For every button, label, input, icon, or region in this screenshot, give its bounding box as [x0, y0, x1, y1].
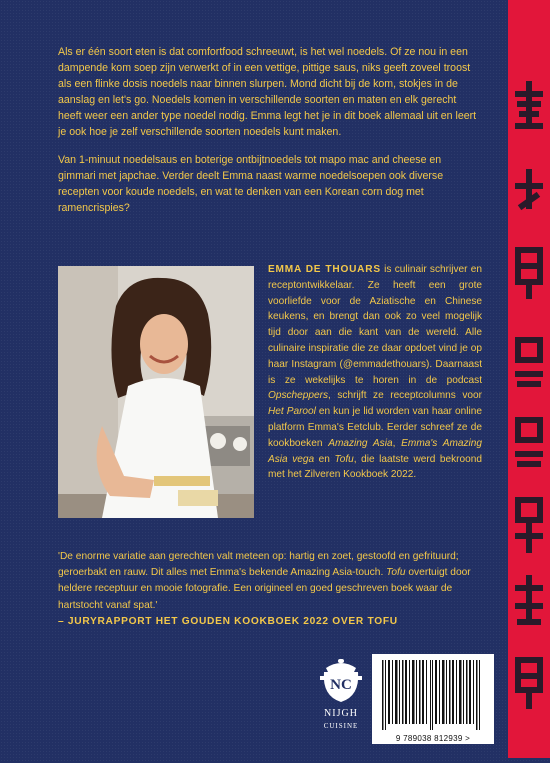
- publisher-imprint: CUISINE: [323, 722, 359, 730]
- bio-text-1: is culinair schrijver en receptontwikkelaar. Ze heeft een grote voorliefde voor de Aziatische en Chinese keukens, en brengt dan ook zo veel mogelijk tijd door aan die kant van de wereld. Alle culinaire inspiratie die ze daar opdoet vind je op haar Instagram (@emmadethouars). Daarnaast is ze wekelijks te horen in de podcast: [268, 264, 482, 386]
- publisher-logo: [318, 656, 364, 738]
- intro-paragraph-1: Als er één soort eten is dat comfortfood schreeuwt, is het wel noedels. Of ze nou in een dampende kom soep zijn verwerkt of in een vettige, pittige saus, niks geeft zoveel troost als een flinke dosis noedels naar binnen slurpen. Mond dicht bij de kom, stokjes in de aanslag en let's go. Noedels komen in verschillende soorten en maten en elk gerecht heeft weer een ander type noedel nodig. Emma legt het je in dit boek allemaal uit en leert je ook hoe je zelf verschillende soorten noedels kunt maken.: [58, 46, 477, 139]
- bio-text-2: , schrijft ze receptcolumns voor: [328, 390, 482, 402]
- barcode: [372, 654, 494, 744]
- jury-quote: [58, 549, 484, 630]
- quote-body: [58, 549, 484, 614]
- bio-italic-book-1: Amazing Asia: [328, 437, 393, 449]
- isbn-number: 9 789038 812939 >: [395, 734, 471, 743]
- author-name: EMMA DE THOUARS: [268, 264, 381, 275]
- barcode-bars-icon: [372, 654, 494, 732]
- bio-text-4: ,: [392, 437, 402, 449]
- author-bio: [268, 262, 482, 483]
- quote-italic: Tofu: [386, 567, 406, 579]
- publisher-name: NIJGH: [324, 708, 358, 719]
- quote-text-1: 'De enorme variatie aan gerechten valt meteen op: hartig en zoet, gestoofd en gefrituurd; geroerbakt en rauw. Dit alles met Emma's bekende Amazing Asia-touch.: [58, 551, 459, 579]
- bio-italic-book-3: Tofu: [334, 453, 354, 465]
- author-photo: [58, 266, 254, 518]
- spine-decoration: [508, 0, 550, 758]
- intro-paragraph-2: Van 1-minuut noedelsaus en boterige ontbijtnoedels tot mapo mac and cheese en gimmari met japchae. Verder deelt Emma naast warme noedelsoepen ook diverse recepten voor koude noedels, en wat te denken van een Korean corn dog met ramencrispies?: [58, 153, 444, 214]
- chinese-characters-icon: [508, 0, 550, 758]
- bio-italic-podcast: Opscheppers: [268, 390, 329, 402]
- bio-text-6: , die laatste werd bekroond met het Zilveren Kookboek 2022.: [268, 453, 483, 481]
- bio-italic-newspaper: Het Parool: [268, 406, 316, 418]
- publisher-initials: NC: [330, 677, 352, 693]
- author-photo-illustration: [58, 266, 254, 518]
- quote-text-2: overtuigt door heldere receptuur en mooie fotografie. Een origineel en goed geschreven boek waar de hartstocht vanaf spat.': [58, 567, 471, 611]
- intro-text: [58, 44, 480, 227]
- bio-text-5: en: [314, 453, 335, 465]
- bio-text-3: en kun je lid worden van haar online platform Emma's Eetclub. Eerder schreef ze de kookboeken: [268, 406, 482, 449]
- bio-italic-book-2: Emma's Amazing Asia vega: [268, 437, 482, 465]
- quote-source: – JURYRAPPORT HET GOUDEN KOOKBOEK 2022 OVER TOFU: [58, 615, 398, 627]
